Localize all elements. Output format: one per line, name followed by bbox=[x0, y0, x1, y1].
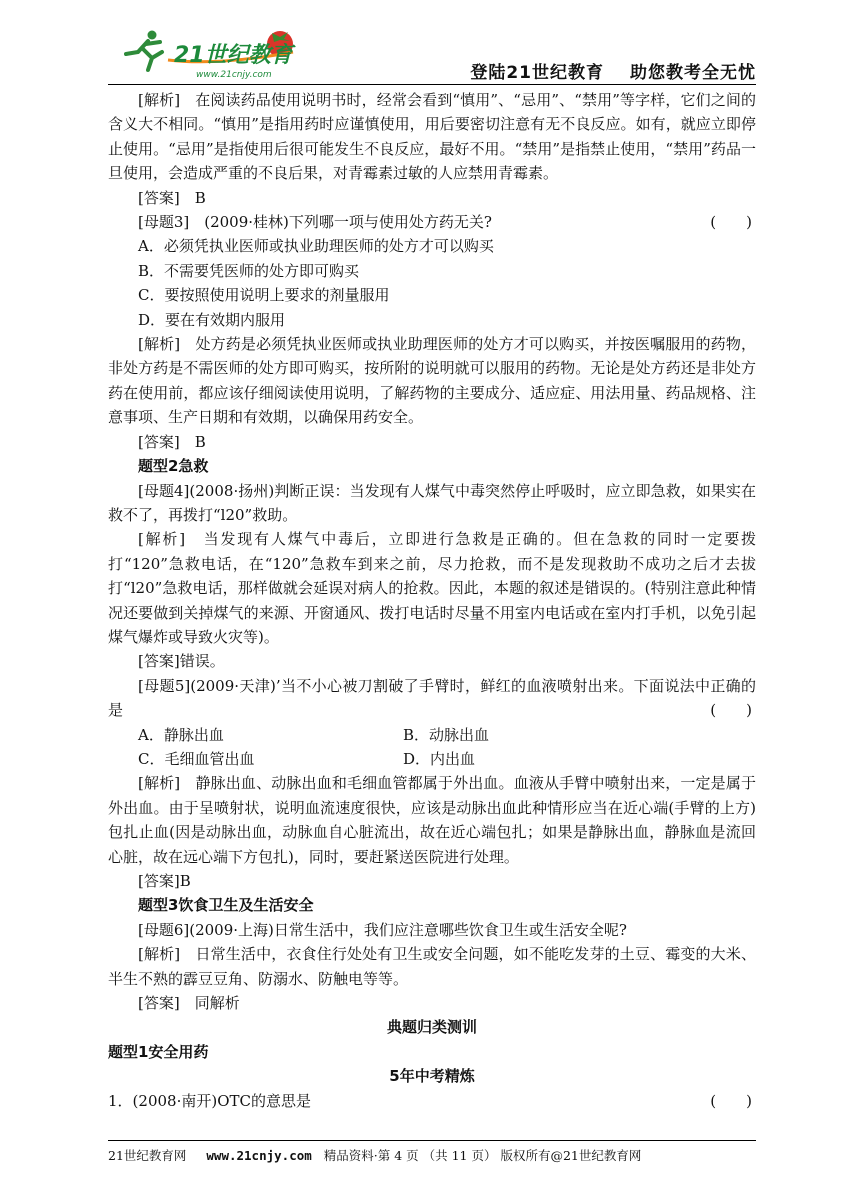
svg-text:www.21cnjy.com: www.21cnjy.com bbox=[196, 70, 272, 80]
question-3-text: [母题3] (2009·桂林)下列哪一项与使用处方药无关? bbox=[138, 213, 492, 232]
analysis-6: [解析] 日常生活中，衣食住行处处有卫生或安全问题，如不能吃发芽的土豆、霉变的大米、半生不熟的霹豆豆角、防溺水、防触电等等。 bbox=[108, 945, 756, 988]
option-d: D．内出血 bbox=[403, 749, 476, 768]
question-3 bbox=[108, 210, 756, 234]
question-6: [母题6](2009·上海)日常生活中，我们应注意哪些饮食卫生或生活安全呢? bbox=[138, 920, 627, 939]
footer-url-link[interactable]: www.21cnjy.com bbox=[206, 1148, 312, 1163]
analysis-2: [解析] 在阅读药品使用说明书时，经常会看到“慎用”、“忌用”、“禁用”等字样，它们之间的含义大不相同。“慎用”是指用药时应谨慎使用，用后要密切注意有无不良反应。如有，就应立即停止使用。“忌用”是指使用后很可能发生不良反应，最好不用。“禁用”是指禁止使用，“禁用”药品一旦使用，会造成严重的不良后果，对青霉素过敏的人应禁用青霉素。 bbox=[108, 91, 757, 183]
question-4: [母题4](2008·扬州)判断正误：当发现有人煤气中毒突然停止呼吸时，应立即急救，如果实在救不了，再拨打“l20”救助。 bbox=[108, 481, 756, 524]
options-row-2 bbox=[108, 747, 756, 771]
option-c: C．毛细血管出血 bbox=[138, 749, 255, 768]
answer-blank: ( ) bbox=[710, 701, 752, 720]
question-5 bbox=[108, 674, 756, 723]
site-logo[interactable] bbox=[108, 22, 308, 82]
option-a: A．必须凭执业医师或执业助理医师的处方才可以购买 bbox=[138, 237, 494, 256]
analysis-5: [解析] 静脉出血、动脉出血和毛细血管都属于外出血。血液从手臂中喷射出来，一定是属于外出血。由于呈喷射状，说明血流速度很快，应该是动脉出血此种情形应当在近心端(手臂的上方)包扎止血(因是动脉出血，动脉血自心脏流出，故在近心端包扎；如果是静脉出血，静脉血是流回心脏，故在远心端下方包扎)，同时，要赶紧送医院进行处理。 bbox=[108, 774, 756, 866]
question-1 bbox=[108, 1089, 756, 1113]
answer-4: [答案]错误。 bbox=[138, 652, 225, 671]
answer-3: [答案] B bbox=[138, 432, 206, 451]
option-d: D．要在有效期内服用 bbox=[138, 310, 286, 329]
document-body bbox=[108, 88, 756, 1113]
runner-icon bbox=[126, 31, 162, 71]
analysis-4: [解析] 当发现有人煤气中毒后，立即进行急救是正确的。但在急救的同时一定要拨打“120”急救电话，在“120”急救车到来之前，尽力抢救，而不是发现救助不成功之后才去拔打“l20”急救电话，那样做就会延误对病人的抢救。因此，本题的叙述是错误的。(特别注意此种情况还要做到关掉煤气的来源、开窗通风、拨打电话时尽量不用室内电话或在室内打手机，以免引起煤气爆炸或导致火灾等)。 bbox=[108, 530, 756, 646]
options-row-1 bbox=[108, 723, 756, 747]
header-slogan bbox=[470, 58, 756, 83]
section-heading-2: 题型2急救 bbox=[138, 457, 209, 476]
option-c: C．要按照使用说明上要求的剂量服用 bbox=[138, 286, 390, 305]
option-b: B．动脉出血 bbox=[403, 725, 490, 744]
option-a: A．静脉出血 bbox=[138, 725, 224, 744]
slogan-left: 登陆21世纪教育 bbox=[470, 63, 604, 83]
answer-6: [答案] 同解析 bbox=[138, 994, 240, 1013]
question-5-text: [母题5](2009·天津)’当不小心被刀割破了手臂时，鲜红的血液喷射出来。下面说法中正确的是 bbox=[108, 676, 756, 720]
section-title: 典题归类测训 bbox=[386, 1018, 477, 1037]
svg-text:21世纪教育: 21世纪教育 bbox=[174, 43, 293, 68]
option-b: B．不需要凭医师的处方即可购买 bbox=[138, 261, 360, 280]
answer-blank: ( ) bbox=[710, 213, 752, 232]
footer-divider bbox=[108, 1140, 756, 1141]
answer-blank: ( ) bbox=[710, 1091, 752, 1110]
answer-2: [答案] B bbox=[138, 188, 206, 207]
analysis-3: [解析] 处方药是必须凭执业医师或执业助理医师的处方才可以购买，并按医嘱服用的药物，非处方药是不需医师的处方即可购买，按所附的说明就可以服用的药物。无论是处方药还是非处方药在使用前，都应该仔细阅读使用说明，了解药物的主要成分、适应症、用法用量、药品规格、注意事项、生产日期和有效期，以确保用药安全。 bbox=[108, 335, 756, 427]
sub-title: 5年中考精炼 bbox=[389, 1067, 475, 1086]
section-heading-3: 题型3饮食卫生及生活安全 bbox=[138, 896, 314, 915]
page-header bbox=[108, 22, 756, 84]
footer-page-info: 精品资料·第 4 页 （共 11 页） 版权所有@21世纪教育网 bbox=[323, 1148, 642, 1163]
section-heading-1: 题型1安全用药 bbox=[108, 1042, 209, 1061]
answer-5: [答案]B bbox=[138, 872, 191, 890]
page-footer bbox=[108, 1146, 756, 1164]
question-1-text: 1．(2008·南开)OTC的意思是 bbox=[108, 1091, 311, 1110]
header-divider bbox=[108, 84, 756, 85]
footer-site: 21世纪教育网 bbox=[108, 1148, 187, 1163]
slogan-right: 助您教考全无忧 bbox=[630, 63, 756, 83]
